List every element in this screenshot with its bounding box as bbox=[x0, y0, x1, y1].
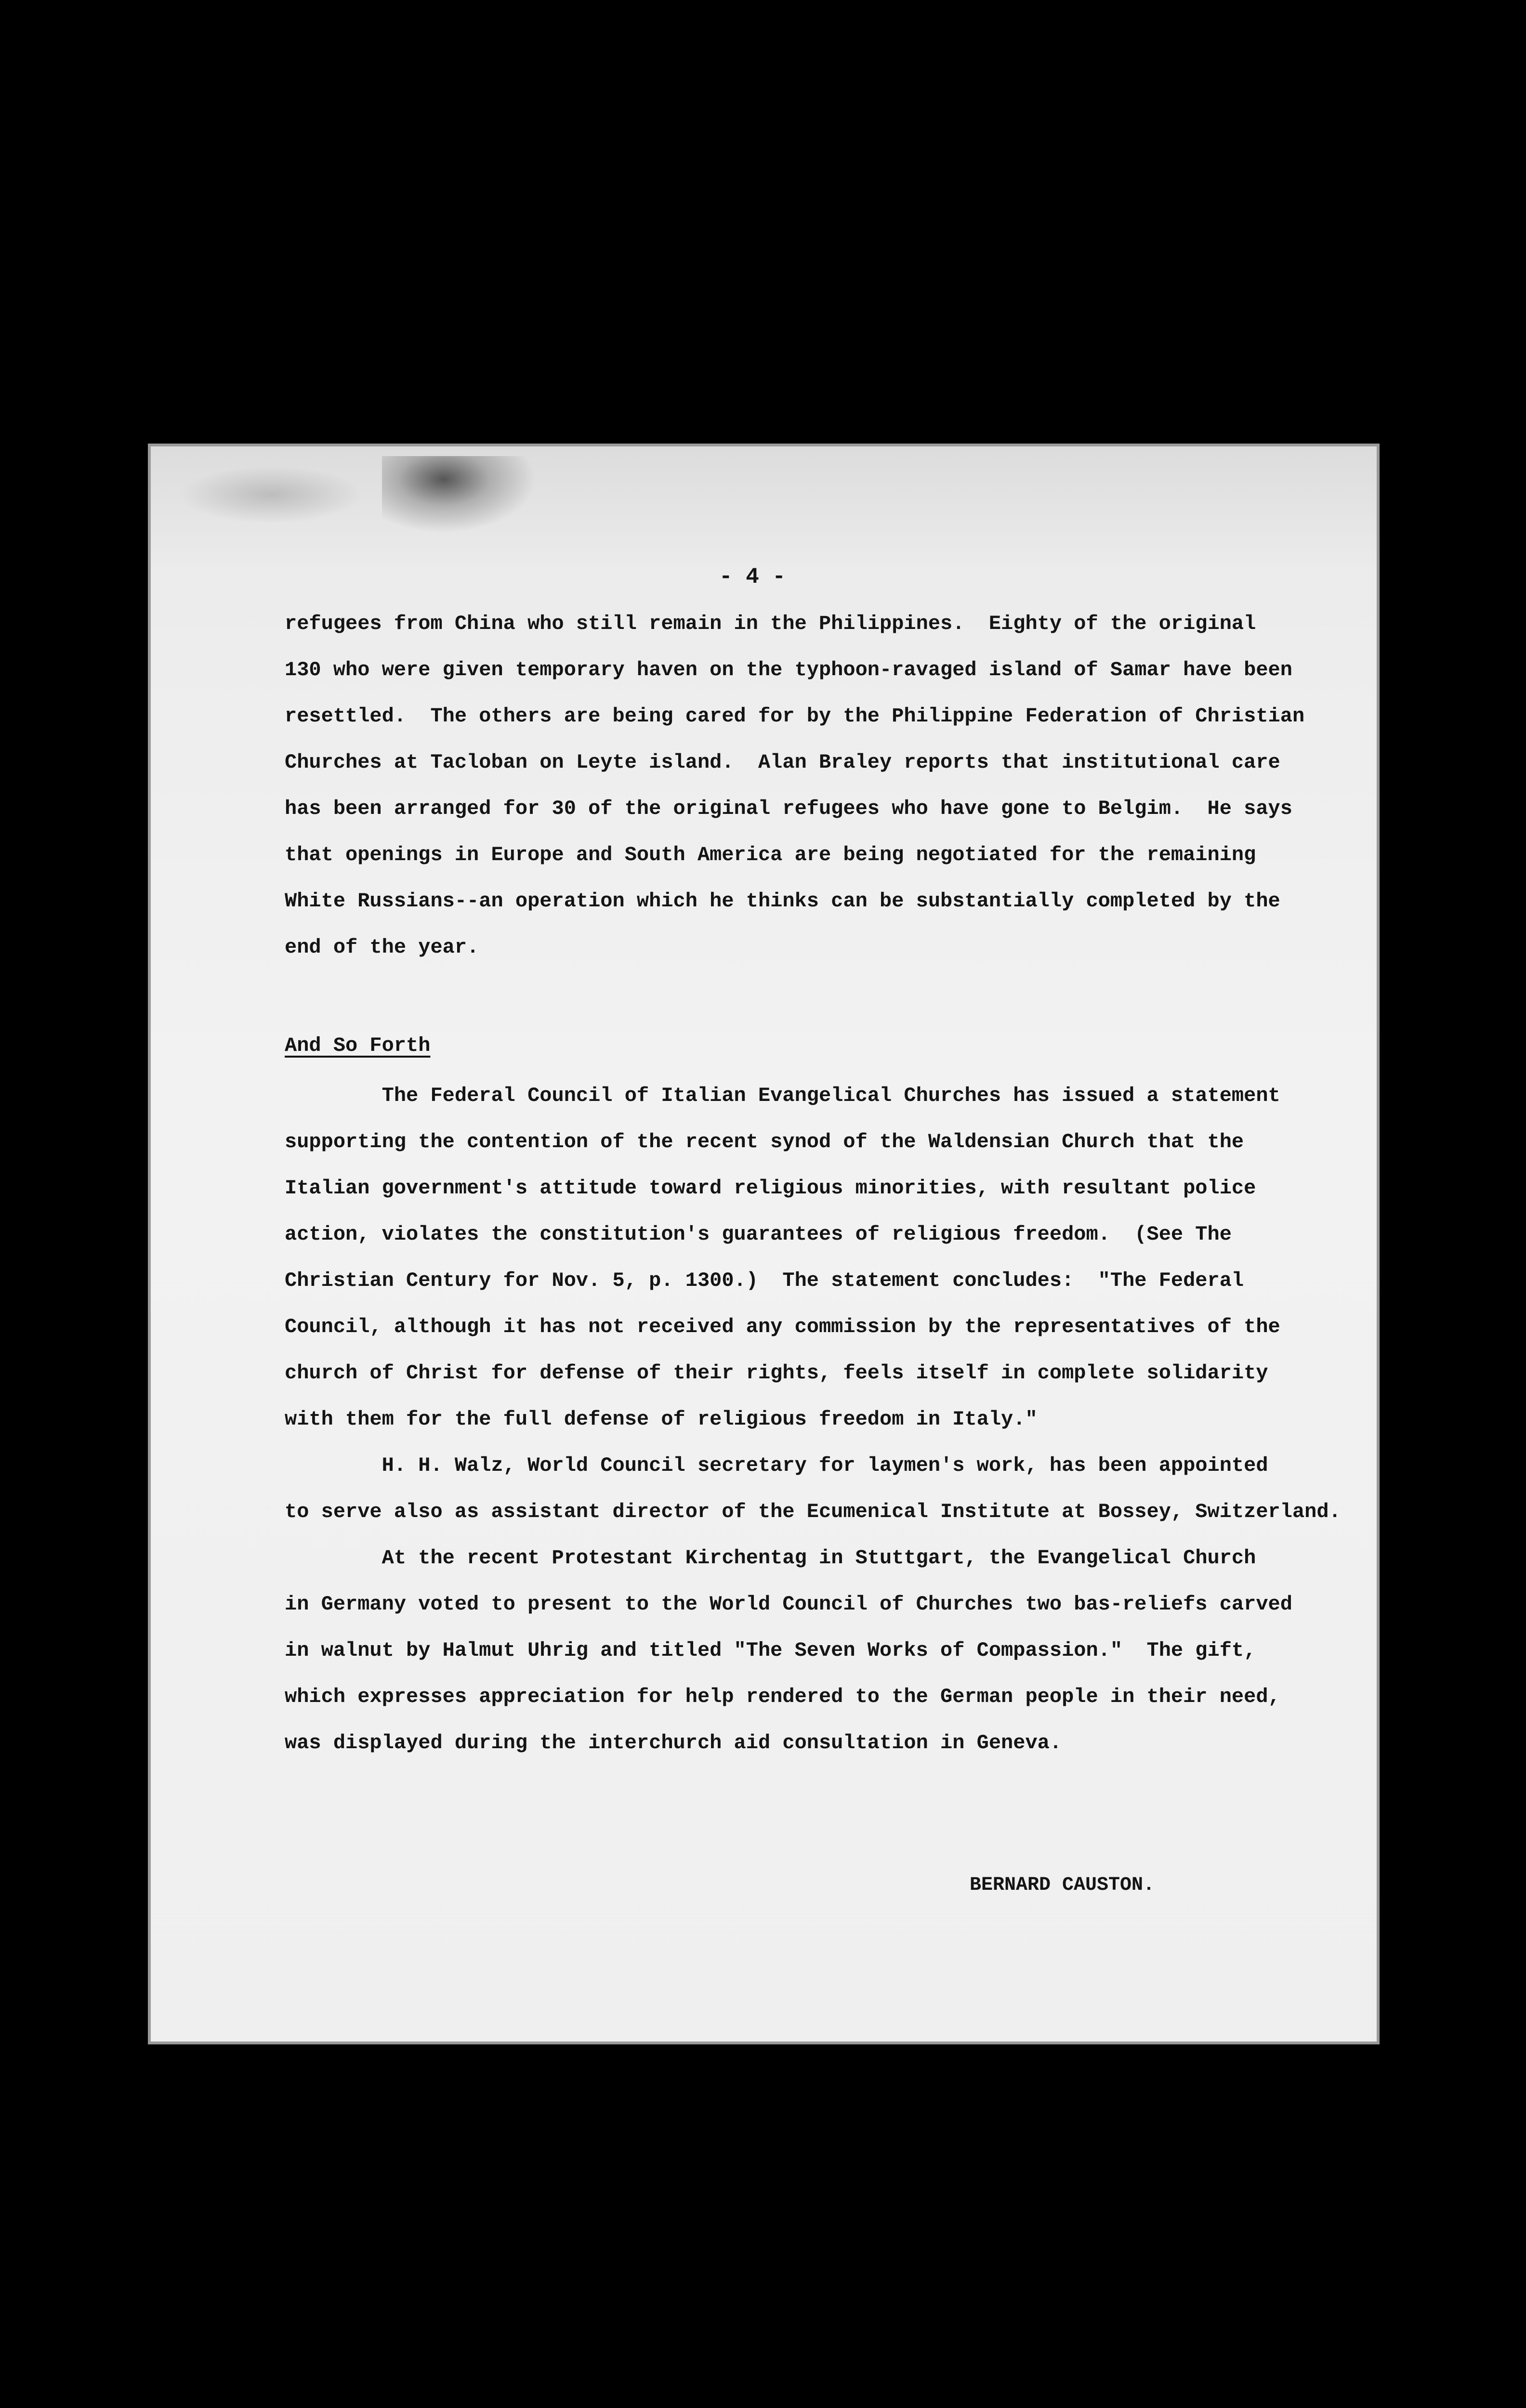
ink-stain bbox=[382, 456, 536, 533]
document-page bbox=[151, 446, 1377, 2042]
section-body: The Federal Council of Italian Evangelical Churches has issued a statement supporting the contention of the recent synod of the Waldensian Church that the Italian government's attitude toward religious minorities, with resultant police action, violates the constitution's guarantees of religious freedom. (See The Christian Century for Nov. 5, p. 1300.) The statement concludes: "The Federal Council, although it has not received any commission by the representatives of the church of Christ for defense of their rights, feels itself in complete solidarity with them for the full defense of religious freedom in Italy." H. H. Walz, World Council secretary for laymen's work, has been appointed to serve also as assistant director of the Ecumenical Institute at Bossey, Switzerland. At the recent Protestant Kirchentag in Stuttgart, the Evangelical Church in Germany voted to present to the World Council of Churches two bas-reliefs carved in walnut by Halmut Uhrig and titled "The Seven Works of Compassion." The gift, which expresses appreciation for help rendered to the German people in their need, was displayed during the interchurch aid consultation in Geneva. bbox=[285, 1084, 1341, 1754]
paper-smudge bbox=[180, 466, 363, 523]
signature: BERNARD CAUSTON. bbox=[970, 1874, 1155, 1896]
page-number: - 4 - bbox=[719, 564, 786, 589]
paragraph-refugees: refugees from China who still remain in the Philippines. Eighty of the original 130 who were given temporary haven on the typhoon-ravaged island of Samar have been resettled. The others are being cared for by the Philippine Federation of Christian Churches at Tacloban on Leyte island. Alan Braley reports that institutional care has been arranged for 30 of the original refugees who have gone to Belgim. He says that openings in Europe and South America are being negotiated for the remaining White Russians--an operation which he thinks can be substantially completed by the end of the year. bbox=[285, 612, 1305, 959]
section-heading: And So Forth bbox=[285, 1034, 431, 1057]
